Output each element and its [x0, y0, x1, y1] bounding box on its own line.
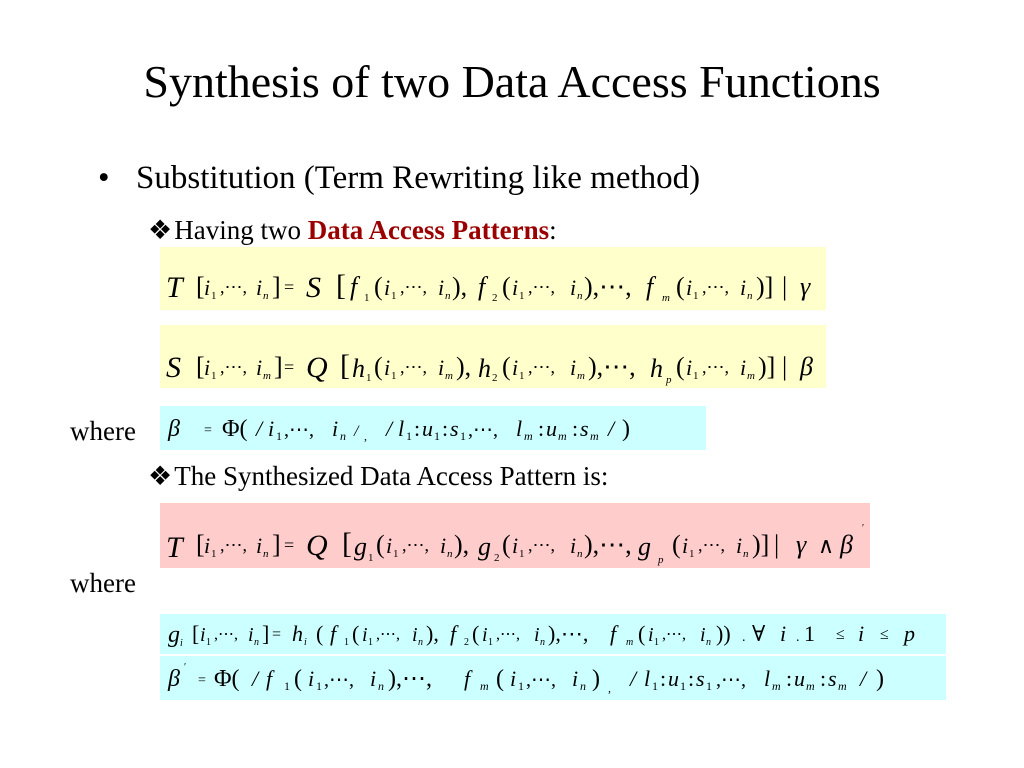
svg-text:f: f	[450, 621, 457, 646]
slide-title: Synthesis of two Data Access Functions	[143, 56, 881, 107]
svg-text:1: 1	[368, 552, 374, 564]
svg-text:s: s	[696, 666, 705, 691]
svg-text:l: l	[764, 666, 771, 691]
formula-2	[160, 325, 826, 388]
svg-text:)]: )]	[752, 530, 770, 559]
svg-text:n: n	[263, 290, 269, 302]
svg-text:i: i	[648, 624, 654, 646]
svg-text:i: i	[384, 275, 391, 300]
svg-text:2: 2	[494, 552, 500, 564]
svg-text:n: n	[540, 637, 545, 648]
svg-text:=: =	[198, 673, 206, 688]
svg-text:h: h	[292, 621, 303, 646]
svg-text:i: i	[780, 621, 787, 646]
svg-text:i: i	[256, 275, 263, 300]
svg-text:i: i	[740, 355, 747, 380]
svg-text:f: f	[478, 272, 486, 301]
svg-text:1: 1	[519, 370, 525, 382]
svg-text:,⋯,: ,⋯,	[220, 357, 247, 377]
svg-text:i: i	[304, 637, 307, 648]
formula-box-6	[160, 656, 946, 700]
svg-text:i: i	[686, 355, 693, 380]
svg-text:h: h	[650, 354, 663, 383]
svg-text::: :	[572, 416, 579, 441]
svg-text:i: i	[268, 416, 275, 441]
svg-text:m: m	[838, 679, 847, 693]
svg-text:Q: Q	[306, 529, 328, 562]
svg-text:,⋯,: ,⋯,	[528, 535, 555, 555]
formula-box-5	[160, 614, 946, 654]
svg-text:γ: γ	[800, 272, 811, 301]
svg-text:,⋯,: ,⋯,	[496, 626, 520, 643]
formula-box-4	[160, 503, 870, 568]
svg-text:2: 2	[492, 372, 498, 384]
svg-text:g: g	[354, 532, 367, 561]
svg-text:(: (	[374, 272, 383, 301]
sub-bullet-patterns	[148, 212, 557, 248]
svg-text::: :	[660, 666, 667, 691]
svg-text:1: 1	[706, 679, 712, 693]
svg-text:Φ(: Φ(	[214, 666, 240, 692]
svg-text:i: i	[362, 624, 368, 646]
svg-text:1: 1	[518, 679, 524, 693]
svg-text:∀: ∀	[752, 621, 766, 646]
svg-text:),⋯,: ),⋯,	[548, 621, 589, 646]
svg-text:,⋯,: ,⋯,	[284, 419, 314, 441]
svg-text:i: i	[438, 275, 445, 300]
formula-box-2	[160, 325, 826, 388]
svg-text:s: s	[450, 416, 459, 441]
svg-text:|: |	[782, 352, 788, 381]
formula-4	[160, 503, 870, 568]
svg-text:1: 1	[406, 429, 412, 443]
svg-text:i: i	[534, 624, 540, 646]
svg-text:1: 1	[519, 548, 525, 560]
svg-text:m: m	[772, 679, 781, 693]
svg-text:/: /	[252, 666, 259, 691]
svg-text:,⋯,: ,⋯,	[702, 277, 729, 297]
svg-text:u: u	[794, 666, 805, 691]
svg-text:i: i	[370, 666, 377, 691]
svg-text:i: i	[384, 355, 391, 380]
svg-text:β: β	[168, 666, 180, 692]
svg-text:∧: ∧	[818, 533, 835, 558]
svg-text:(: (	[672, 530, 681, 559]
bullet-item	[98, 156, 700, 200]
svg-text:.: .	[796, 630, 800, 645]
svg-text:[: [	[196, 530, 205, 559]
svg-text:]: ]	[274, 352, 283, 381]
svg-text:≤: ≤	[880, 626, 889, 643]
svg-text:,⋯,: ,⋯,	[220, 277, 247, 297]
svg-text:[: [	[340, 349, 350, 382]
svg-text:,⋯,: ,⋯,	[716, 669, 746, 691]
svg-text:i: i	[858, 621, 865, 646]
svg-text:i: i	[512, 275, 519, 300]
svg-text:=: =	[284, 277, 295, 297]
svg-text:i: i	[570, 275, 577, 300]
svg-text:i: i	[512, 355, 519, 380]
svg-text:u: u	[668, 666, 679, 691]
svg-text:(: (	[472, 621, 480, 646]
svg-text:,⋯,: ,⋯,	[402, 535, 429, 555]
svg-text:/: /	[860, 666, 867, 691]
svg-text:=: =	[284, 357, 295, 377]
svg-text::: :	[414, 416, 421, 441]
svg-text:),: ),	[426, 621, 439, 646]
svg-text:m: m	[590, 429, 599, 443]
svg-text:,⋯,: ,⋯,	[702, 357, 729, 377]
svg-text:m: m	[480, 679, 489, 693]
svg-text:),⋯,: ),⋯,	[584, 530, 632, 559]
svg-text:n: n	[447, 548, 453, 560]
svg-text:≤: ≤	[836, 626, 845, 643]
svg-text:m: m	[626, 637, 634, 648]
svg-text:,⋯,: ,⋯,	[698, 535, 725, 555]
svg-text:=: =	[284, 535, 295, 555]
svg-text:(: (	[676, 352, 685, 381]
svg-text:m: m	[263, 370, 271, 382]
svg-text:=: =	[204, 423, 212, 438]
svg-text:i: i	[256, 533, 263, 558]
diamond-bullet-icon: ❖	[148, 215, 173, 245]
svg-text:g: g	[638, 532, 651, 561]
svg-text:),⋯,: ),⋯,	[588, 352, 636, 381]
svg-text:i: i	[512, 533, 519, 558]
svg-text:]: ]	[272, 530, 281, 559]
svg-text:(: (	[374, 352, 383, 381]
svg-text:h: h	[478, 354, 491, 383]
svg-text:1: 1	[519, 290, 525, 302]
svg-text:,⋯,: ,⋯,	[376, 626, 400, 643]
svg-text:n: n	[418, 637, 423, 648]
svg-text:(: (	[352, 621, 360, 646]
svg-text:u: u	[546, 416, 557, 441]
svg-text:1: 1	[652, 679, 658, 693]
svg-text:T: T	[166, 531, 183, 564]
svg-text:i: i	[256, 355, 263, 380]
svg-text:1: 1	[211, 548, 217, 560]
svg-text:i: i	[248, 624, 254, 646]
svg-text:m: m	[558, 429, 567, 443]
svg-text:p: p	[904, 621, 915, 646]
svg-text:f: f	[610, 621, 617, 646]
diamond-bullet-icon: ❖	[148, 461, 173, 491]
svg-text:(: (	[502, 530, 511, 559]
sub-bullet-highlight: Data Access Patterns	[307, 215, 550, 245]
svg-text:),⋯,: ),⋯,	[388, 666, 432, 692]
svg-text:),: ),	[454, 530, 470, 559]
svg-text:)): ))	[716, 621, 731, 646]
svg-text:n: n	[263, 548, 269, 560]
formula-3	[160, 406, 706, 450]
svg-text:)]: )]	[756, 272, 774, 301]
svg-text:n: n	[580, 679, 586, 693]
svg-text:i: i	[482, 624, 488, 646]
sub-bullet-prefix: Having two	[174, 215, 308, 245]
sub-bullet-suffix: :	[549, 215, 557, 245]
svg-text:(: (	[316, 621, 324, 646]
svg-text:i: i	[438, 355, 445, 380]
formula-box-1	[160, 247, 826, 310]
svg-text:i: i	[736, 533, 743, 558]
svg-text:i: i	[386, 533, 393, 558]
svg-text:1: 1	[344, 637, 349, 648]
svg-text:i: i	[204, 355, 211, 380]
formula-box-3	[160, 406, 706, 450]
svg-text:β: β	[168, 416, 180, 442]
svg-text:,⋯,: ,⋯,	[400, 357, 427, 377]
svg-text:)]: )]	[758, 352, 776, 381]
svg-text:1: 1	[368, 637, 373, 648]
svg-text:): )	[592, 666, 600, 692]
svg-text:Φ(: Φ(	[222, 416, 248, 442]
svg-text:(: (	[502, 352, 511, 381]
formula-1	[160, 247, 826, 310]
svg-text:1: 1	[391, 370, 397, 382]
svg-text:β: β	[800, 352, 813, 381]
svg-text:h: h	[352, 354, 365, 383]
svg-text:): )	[622, 416, 630, 442]
svg-text:S: S	[166, 351, 181, 384]
svg-text:1: 1	[654, 637, 659, 648]
svg-text:1: 1	[364, 292, 370, 304]
svg-text:n: n	[747, 290, 753, 302]
svg-text:β: β	[840, 530, 853, 559]
svg-text:.: .	[742, 630, 746, 645]
where-label-1: where	[70, 416, 136, 446]
svg-text:l: l	[516, 416, 523, 441]
svg-text:m: m	[524, 429, 533, 443]
svg-text::: :	[820, 666, 827, 691]
svg-text:1: 1	[393, 548, 399, 560]
svg-text::: :	[786, 666, 793, 691]
sub-bullet-synthesized	[148, 458, 608, 494]
svg-text:1: 1	[206, 637, 211, 648]
svg-text:1: 1	[488, 637, 493, 648]
svg-text:g: g	[168, 622, 180, 648]
svg-text:,⋯,: ,⋯,	[526, 669, 556, 691]
svg-text:),⋯,: ),⋯,	[584, 272, 632, 301]
svg-text:,: ,	[608, 681, 611, 695]
svg-text:f: f	[464, 666, 471, 691]
formula-6	[160, 656, 946, 700]
svg-text:Q: Q	[306, 351, 328, 384]
svg-text:1: 1	[434, 429, 440, 443]
svg-text:n: n	[577, 548, 583, 560]
svg-text:1: 1	[276, 429, 282, 443]
svg-text:u: u	[422, 416, 433, 441]
svg-text:s: s	[580, 416, 589, 441]
formula-5	[160, 614, 946, 654]
svg-text:l: l	[398, 416, 405, 441]
svg-text:i: i	[440, 533, 447, 558]
svg-text:,⋯,: ,⋯,	[324, 669, 354, 691]
svg-text:m: m	[445, 370, 453, 382]
svg-text:i: i	[204, 275, 211, 300]
svg-text:[: [	[196, 272, 205, 301]
svg-text:1: 1	[284, 679, 290, 693]
svg-text:p: p	[666, 374, 672, 386]
svg-text:[: [	[342, 527, 352, 560]
svg-text:f: f	[646, 272, 654, 301]
svg-text:),: ),	[456, 352, 472, 381]
svg-text:1: 1	[211, 290, 217, 302]
svg-text:,⋯,: ,⋯,	[528, 357, 555, 377]
svg-text:(: (	[638, 621, 646, 646]
svg-text:′: ′	[862, 523, 865, 534]
svg-text:[: [	[336, 269, 346, 302]
svg-text:2: 2	[464, 637, 469, 648]
svg-text:=: =	[272, 626, 282, 643]
sub-bullet-text: The Synthesized Data Access Pattern is:	[174, 461, 609, 491]
svg-text:(: (	[502, 272, 511, 301]
svg-text:i: i	[740, 275, 747, 300]
svg-text:1: 1	[680, 679, 686, 693]
svg-text:,⋯,: ,⋯,	[214, 626, 238, 643]
svg-text::: :	[538, 416, 545, 441]
svg-text:i: i	[682, 533, 689, 558]
svg-text:p: p	[658, 554, 664, 566]
svg-text:m: m	[747, 370, 755, 382]
svg-text:|: |	[782, 272, 788, 301]
svg-text:,⋯,: ,⋯,	[662, 626, 686, 643]
svg-text:i: i	[570, 355, 577, 380]
svg-text:n: n	[254, 637, 259, 648]
svg-text:i: i	[332, 416, 339, 441]
svg-text:1: 1	[804, 621, 815, 646]
svg-text:S: S	[306, 271, 321, 304]
svg-text:g: g	[478, 532, 491, 561]
svg-text:[: [	[196, 352, 205, 381]
svg-text:[: [	[192, 621, 200, 646]
svg-text::: :	[442, 416, 449, 441]
svg-text:(: (	[294, 666, 302, 692]
svg-text:γ: γ	[796, 530, 807, 559]
svg-text:/: /	[608, 416, 615, 441]
svg-text:1: 1	[316, 679, 322, 693]
svg-text:m: m	[806, 679, 815, 693]
svg-text:/: /	[630, 666, 637, 691]
svg-text:/: /	[386, 416, 393, 441]
svg-text:i: i	[510, 666, 517, 691]
svg-text:f: f	[330, 621, 337, 646]
svg-text:1: 1	[693, 370, 699, 382]
svg-text:1: 1	[460, 429, 466, 443]
svg-text:i: i	[200, 624, 206, 646]
svg-text:f: f	[350, 272, 358, 301]
svg-text:,: ,	[364, 429, 367, 443]
svg-text:/: /	[354, 423, 359, 440]
svg-text:n: n	[706, 637, 711, 648]
svg-text:(: (	[376, 530, 385, 559]
svg-text:′: ′	[184, 662, 187, 673]
svg-text:2: 2	[492, 292, 498, 304]
svg-text:n: n	[445, 290, 451, 302]
svg-text:n: n	[378, 679, 384, 693]
svg-text:l: l	[644, 666, 651, 691]
svg-text:m: m	[577, 370, 585, 382]
svg-text:1: 1	[689, 548, 695, 560]
svg-text:1: 1	[211, 370, 217, 382]
svg-text:): )	[876, 666, 884, 692]
svg-text:i: i	[308, 666, 315, 691]
svg-text:,⋯,: ,⋯,	[528, 277, 555, 297]
svg-text::: :	[688, 666, 695, 691]
svg-text:/: /	[256, 416, 263, 441]
svg-text:(: (	[676, 272, 685, 301]
svg-text:,⋯,: ,⋯,	[220, 535, 247, 555]
svg-text:n: n	[340, 429, 346, 443]
svg-text:i: i	[572, 666, 579, 691]
svg-text:(: (	[496, 666, 504, 692]
svg-text:,⋯,: ,⋯,	[468, 419, 498, 441]
svg-text:1: 1	[366, 372, 372, 384]
bullet-dot-icon: •	[98, 160, 110, 196]
svg-text:n: n	[743, 548, 749, 560]
svg-text:|: |	[774, 530, 780, 559]
svg-text:i: i	[412, 624, 418, 646]
svg-text:m: m	[662, 292, 670, 304]
formula-1-T: T	[166, 271, 183, 304]
svg-text:i: i	[570, 533, 577, 558]
svg-text:i: i	[686, 275, 693, 300]
svg-text:1: 1	[693, 290, 699, 302]
svg-text:n: n	[577, 290, 583, 302]
svg-text:i: i	[204, 533, 211, 558]
svg-text:]: ]	[272, 272, 281, 301]
svg-text:,⋯,: ,⋯,	[400, 277, 427, 297]
svg-text:i: i	[700, 624, 706, 646]
svg-text:f: f	[266, 666, 273, 691]
svg-text:]: ]	[262, 621, 270, 646]
svg-text:1: 1	[391, 290, 397, 302]
where-label-2: where	[70, 568, 136, 598]
svg-text:s: s	[828, 666, 837, 691]
svg-text:),: ),	[452, 272, 468, 301]
bullet-text: Substitution (Term Rewriting like method)	[136, 160, 701, 196]
svg-text:i: i	[180, 638, 183, 649]
